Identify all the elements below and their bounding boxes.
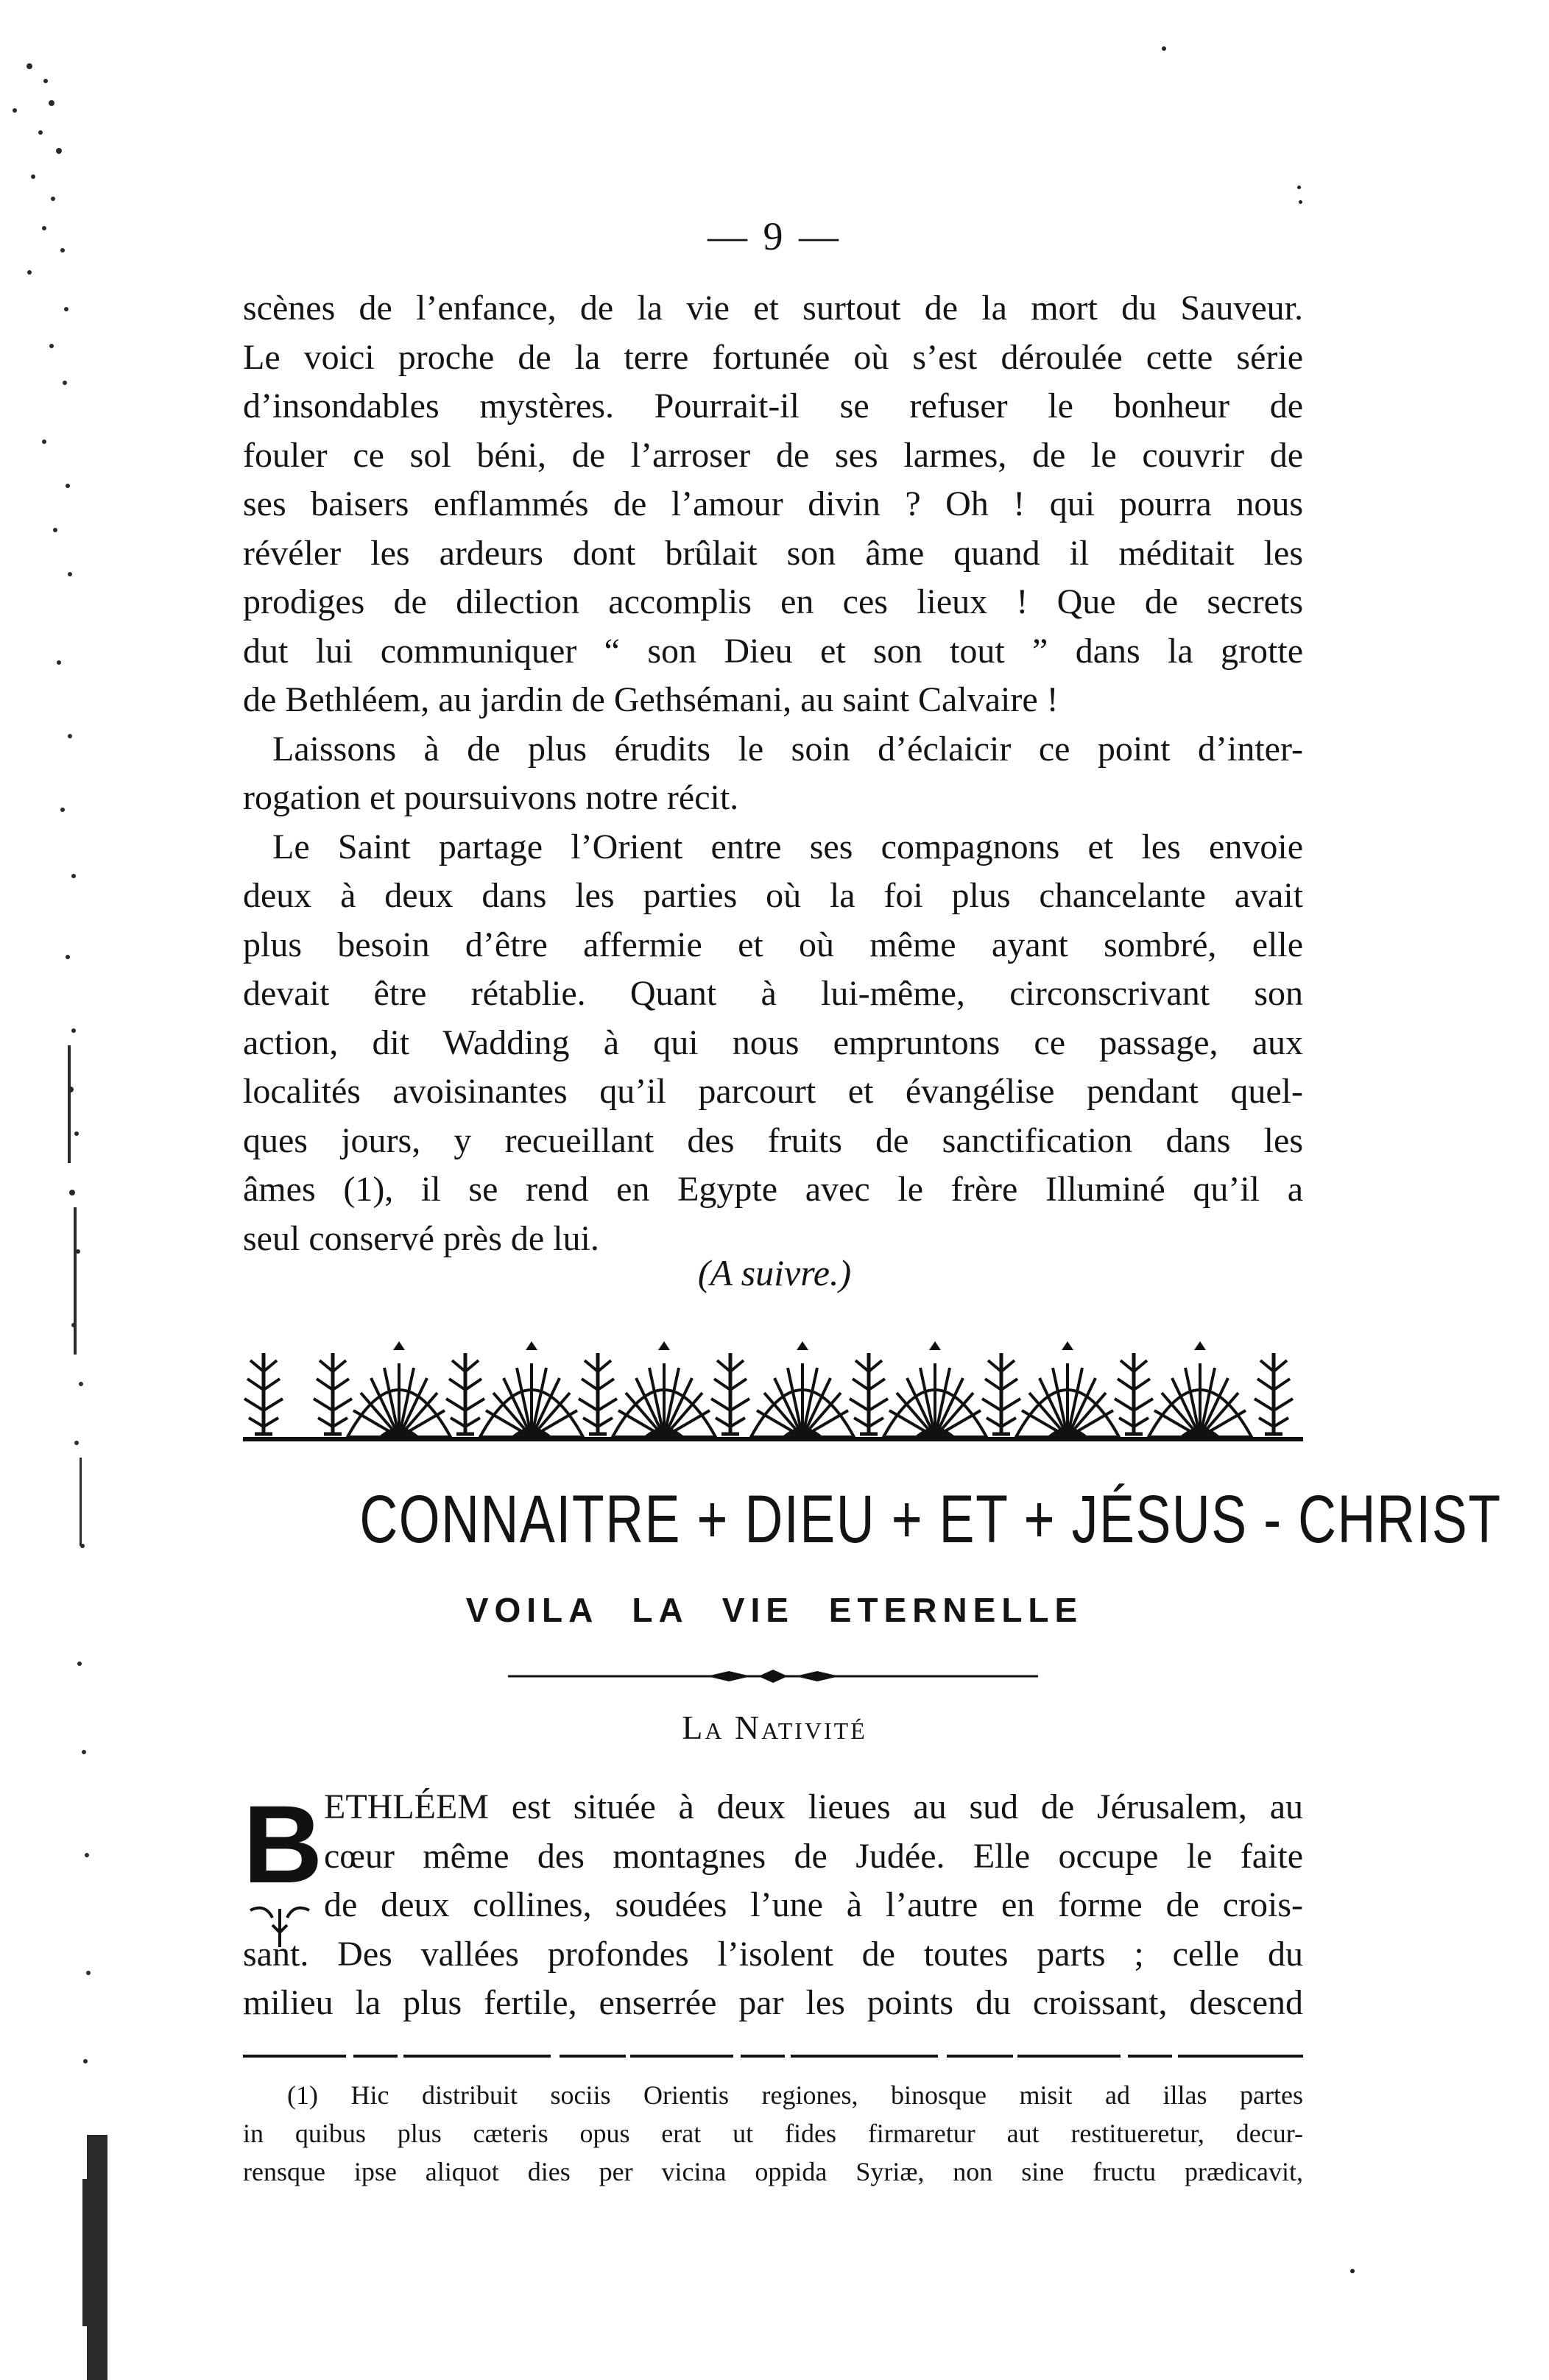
text-line: plus besoin d’être affermie et où même ayant sombré, elle — [243, 925, 1303, 964]
scan-speck — [1299, 200, 1302, 204]
text-line: ETHLÉEM est située à deux lieues au sud de Jérusalem, au — [324, 1787, 1303, 1826]
article-title: CONNAITRE + DIEU + ET + JÉSUS - CHRIST — [359, 1482, 1502, 1557]
footnote-line: (1) Hic distribuit sociis Orientis regiones, binosque misit ad illas partes — [287, 2080, 1303, 2110]
footnote-line: in quibus plus cæteris opus erat ut fides firmaretur aut restitueretur, decur- — [243, 2119, 1303, 2148]
section-heading: La Nativité — [682, 1709, 867, 1746]
scan-speck — [1297, 186, 1301, 189]
text-line: Laissons à de plus érudits le soin d’éclaicir ce point d’inter- — [272, 729, 1303, 769]
text-line: devait être rétablie. Quant à lui-même, circonscrivant son — [243, 974, 1303, 1013]
ornamental-divider — [508, 1665, 1038, 1687]
scan-speck — [1162, 46, 1166, 51]
text-line: action, dit Wadding à qui nous empruntons ce passage, aux — [243, 1023, 1303, 1062]
text-line: localités avoisinantes qu’il parcourt et évangélise pendant quel- — [243, 1072, 1303, 1111]
text-line: ses baisers enflammés de l’amour divin ? Oh ! qui pourra nous — [243, 484, 1303, 523]
text-line: cœur même des montagnes de Judée. Elle occupe le faite — [324, 1836, 1303, 1876]
text-line: d’insondables mystères. Pourrait-il se refuser le bonheur de — [243, 386, 1303, 425]
text-line: prodiges de dilection accomplis en ces lieux ! Que de secrets — [243, 582, 1303, 621]
text-line: scènes de l’enfance, de la vie et surtout de la mort du Sauveur. — [243, 289, 1303, 328]
text-line: sant. Des vallées profondes l’isolent de toutes parts ; celle du — [243, 1934, 1303, 1974]
page-number: — 9 — — [708, 214, 841, 258]
text-line: milieu la plus fertile, enserrée par les points du croissant, descend — [243, 1983, 1303, 2022]
palmette-ornament-band — [243, 1340, 1303, 1450]
text-line: âmes (1), il se rend en Egypte avec le frère Illuminé qu’il a — [243, 1170, 1303, 1209]
text-line: rogation et poursuivons notre récit. — [243, 778, 739, 817]
article-paragraph — [243, 1783, 1303, 2028]
scan-edge-artifact — [0, 0, 110, 2380]
text-line: seul conservé près de lui. — [243, 1218, 599, 1258]
continuation-paragraph — [243, 284, 1303, 1263]
footnote — [243, 2076, 1303, 2191]
text-line: ques jours, y recueillant des fruits de sanctification dans les — [243, 1120, 1303, 1160]
text-line: dut lui communiquer “ son Dieu et son tout ” dans la grotte — [243, 631, 1303, 671]
text-line: Le Saint partage l’Orient entre ses compagnons et les envoie — [272, 827, 1303, 866]
to-be-continued: (A suivre.) — [697, 1252, 852, 1293]
scan-speck — [1350, 2269, 1355, 2273]
text-line: Le voici proche de la terre fortunée où s’est déroulée cette série — [243, 337, 1303, 377]
text-line: révéler les ardeurs dont brûlait son âme quand il méditait les — [243, 533, 1303, 573]
text-line: fouler ce sol béni, de l’arroser de ses larmes, de le couvrir de — [243, 435, 1303, 475]
text-line: de Bethléem, au jardin de Gethsémani, au saint Calvaire ! — [243, 680, 1059, 719]
article-subtitle: VOILA LA VIE ETERNELLE — [465, 1591, 1084, 1629]
text-line: deux à deux dans les parties où la foi plus chancelante avait — [243, 876, 1303, 915]
drop-cap-letter: B — [243, 1782, 323, 1906]
footnote-rule — [243, 2054, 1303, 2058]
footnote-line: rensque ipse aliquot dies per vicina oppida Syriæ, non sine fructu prædicavit, — [243, 2157, 1303, 2186]
text-line: de deux collines, soudées l’une à l’autre en forme de crois- — [324, 1885, 1303, 1924]
